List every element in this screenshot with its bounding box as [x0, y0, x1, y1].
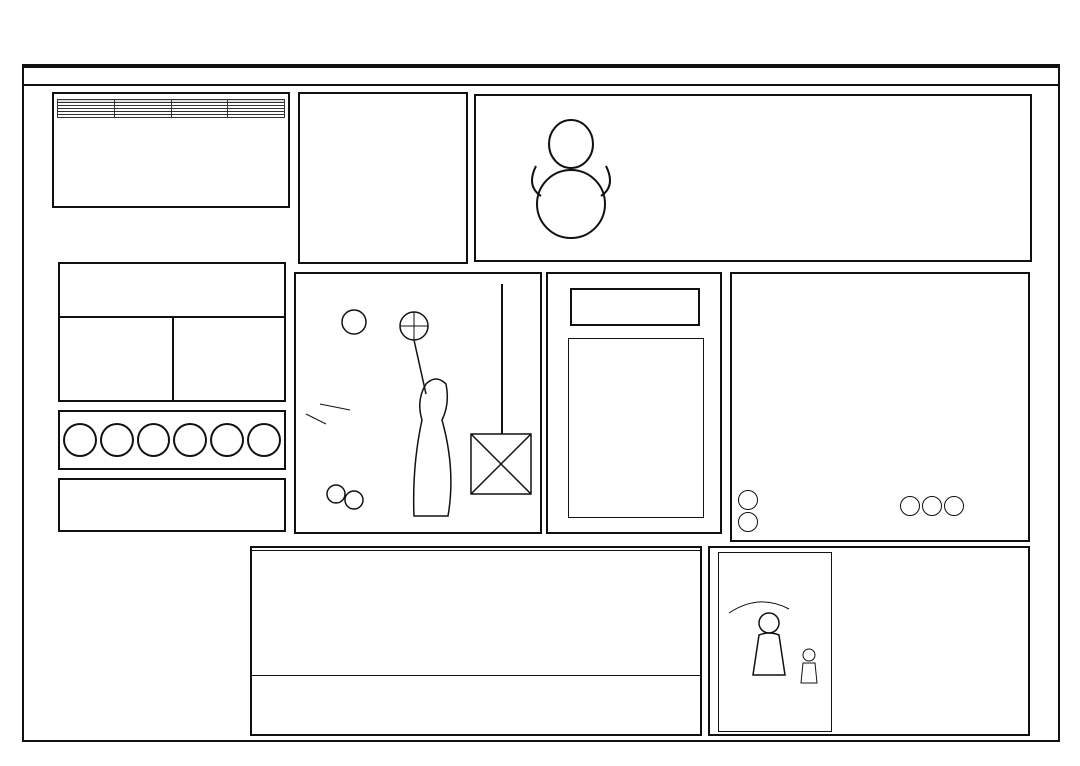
cartoon-panel [718, 552, 832, 732]
number-grid [250, 546, 702, 736]
numbers-box [58, 410, 286, 470]
trend-number [944, 496, 964, 516]
table-row [58, 115, 285, 118]
cartoon-box [708, 546, 1030, 736]
small-trend-text [744, 326, 884, 486]
double-number-label [174, 318, 284, 400]
special-send-box [58, 478, 286, 532]
number-ball [63, 423, 97, 457]
tips-box [298, 92, 468, 264]
double-trend-text [892, 326, 1028, 486]
small-number-label [60, 318, 174, 400]
table-cell [114, 115, 171, 118]
number-ball [173, 423, 207, 457]
trend-number [922, 496, 942, 516]
treasure-title [570, 288, 700, 326]
number-ball [137, 423, 171, 457]
double-trend-numbers [900, 496, 964, 516]
trend-box [730, 272, 1030, 542]
grid-footer [252, 680, 700, 682]
logo-box [474, 94, 1032, 262]
girl-illustration [296, 274, 540, 532]
treasure-scroll [568, 338, 704, 518]
number-ball [247, 423, 281, 457]
table-cell [58, 115, 115, 118]
table-cell [171, 115, 228, 118]
number-ball [100, 423, 134, 457]
number-ball [210, 423, 244, 457]
small-trend-numbers [738, 490, 758, 532]
illustration-box [294, 272, 542, 534]
gourd-icon [526, 106, 616, 246]
special-open-title [60, 264, 284, 318]
strength-table-box [52, 92, 290, 208]
trend-number [738, 490, 758, 510]
trend-number [738, 512, 758, 532]
grid-dots [252, 551, 700, 671]
trend-number [900, 496, 920, 516]
cartoon-figure [719, 593, 831, 713]
strength-table [57, 99, 285, 118]
treasure-box [546, 272, 722, 534]
special-open-box [58, 262, 286, 402]
table-cell [228, 115, 285, 118]
